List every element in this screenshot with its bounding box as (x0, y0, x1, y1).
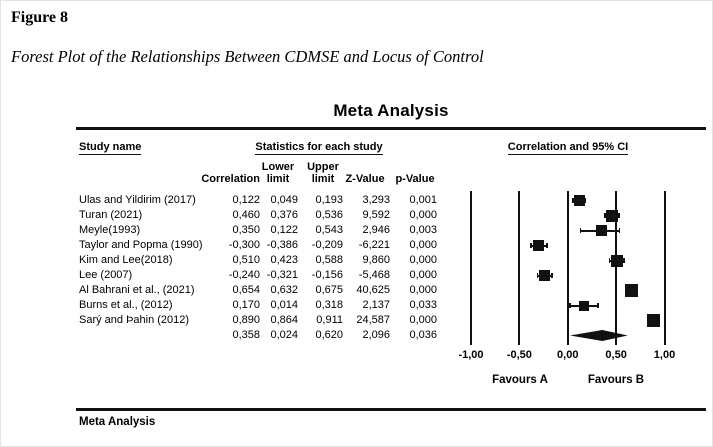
ci-end-tick (551, 273, 553, 278)
p-value: 0,033 (409, 299, 437, 311)
chart-footer: Meta Analysis (79, 416, 156, 428)
study-name: Lee (2007) (79, 269, 133, 281)
study-weight-square (539, 270, 550, 281)
correlation-value: 0,510 (232, 254, 260, 266)
z-value: 3,293 (362, 194, 390, 206)
header-z-value: Z-Value (345, 173, 385, 185)
lower-limit-value: 0,122 (270, 224, 298, 236)
z-value: 2,096 (362, 329, 390, 341)
axis-tick-label: -1,00 (458, 349, 484, 361)
axis-gridline (664, 191, 666, 345)
study-weight-square (606, 210, 618, 222)
ci-end-tick (585, 198, 587, 203)
axis-tick-label: -0,50 (506, 349, 532, 361)
ci-end-tick (537, 273, 539, 278)
ci-end-tick (609, 258, 611, 263)
lower-limit-value: -0,386 (266, 239, 298, 251)
z-value: -6,221 (358, 239, 390, 251)
upper-limit-value: -0,156 (311, 269, 343, 281)
ci-end-tick (623, 258, 625, 263)
header-upper-line2: limit (311, 173, 335, 185)
table-row (1, 313, 713, 328)
axis-tick-label: 0,00 (557, 349, 579, 361)
axis-gridline (518, 191, 520, 345)
top-rule (76, 127, 706, 130)
study-weight-square (533, 240, 544, 251)
header-study-name: Study name (79, 141, 142, 153)
overall-diamond (570, 330, 628, 341)
header-lower-line1: Lower (261, 161, 295, 173)
header-lower-line2: limit (266, 173, 290, 185)
ci-end-tick (580, 228, 582, 233)
study-weight-square (579, 301, 589, 311)
study-name: Al Bahrani et al., (2021) (79, 284, 195, 296)
correlation-value: 0,350 (232, 224, 260, 236)
z-value: 40,625 (356, 284, 390, 296)
table-row (1, 298, 713, 313)
p-value: 0,001 (409, 194, 437, 206)
ci-end-tick (618, 213, 620, 218)
upper-limit-value: 0,543 (315, 224, 343, 236)
p-value: 0,000 (409, 209, 437, 221)
study-name: Turan (2021) (79, 209, 143, 221)
study-weight-square (611, 255, 623, 267)
lower-limit-value: 0,632 (270, 284, 298, 296)
p-value: 0,000 (409, 284, 437, 296)
study-weight-square (625, 284, 638, 297)
z-value: 2,137 (362, 299, 390, 311)
header-statistics: Statistics for each study (255, 141, 383, 153)
study-name: Sarý and Þahin (2012) (79, 314, 190, 326)
study-weight-square (647, 314, 660, 327)
p-value: 0,003 (409, 224, 437, 236)
upper-limit-value: 0,318 (315, 299, 343, 311)
lower-limit-value: 0,864 (270, 314, 298, 326)
favours-b-label: Favours B (587, 374, 645, 386)
table-row (1, 268, 713, 283)
z-value: 9,592 (362, 209, 390, 221)
p-value: 0,000 (409, 314, 437, 326)
lower-limit-value: -0,321 (266, 269, 298, 281)
axis-tick-label: 0,50 (605, 349, 627, 361)
correlation-value: 0,460 (232, 209, 260, 221)
upper-limit-value: 0,588 (315, 254, 343, 266)
header-upper-line1: Upper (307, 161, 339, 173)
correlation-value: 0,122 (232, 194, 260, 206)
table-row (1, 238, 713, 253)
lower-limit-value: 0,024 (270, 329, 298, 341)
ci-end-tick (530, 243, 532, 248)
lower-limit-value: 0,423 (270, 254, 298, 266)
study-weight-square (574, 195, 585, 206)
correlation-value: 0,170 (232, 299, 260, 311)
lower-limit-value: 0,049 (270, 194, 298, 206)
table-row (1, 283, 713, 298)
upper-limit-value: 0,675 (315, 284, 343, 296)
p-value: 0,000 (409, 254, 437, 266)
header-p-value: p-Value (395, 173, 435, 185)
study-weight-square (596, 225, 607, 236)
favours-a-label: Favours A (492, 374, 548, 386)
figure-label: Figure 8 (11, 9, 69, 26)
correlation-value: 0,654 (232, 284, 260, 296)
correlation-value: -0,240 (228, 269, 260, 281)
p-value: 0,000 (409, 239, 437, 251)
axis-tick-label: 1,00 (653, 349, 676, 361)
upper-limit-value: -0,209 (311, 239, 343, 251)
study-name: Burns et al., (2012) (79, 299, 173, 311)
z-value: 24,587 (356, 314, 390, 326)
chart-title: Meta Analysis (333, 101, 449, 120)
lower-limit-value: 0,014 (270, 299, 298, 311)
ci-end-tick (546, 243, 548, 248)
upper-limit-value: 0,536 (315, 209, 343, 221)
ci-end-tick (597, 303, 599, 308)
table-row (1, 193, 713, 208)
p-value: 0,036 (409, 329, 437, 341)
z-value: -5,468 (358, 269, 390, 281)
lower-limit-value: 0,376 (270, 209, 298, 221)
upper-limit-value: 0,193 (315, 194, 343, 206)
correlation-value: 0,358 (232, 329, 260, 341)
header-correlation-col: Correlation (201, 173, 260, 185)
upper-limit-value: 0,911 (316, 314, 343, 326)
header-correlation-ci: Correlation and 95% CI (507, 141, 629, 153)
ci-end-tick (619, 228, 621, 233)
study-name: Meyle(1993) (79, 224, 141, 236)
study-name: Ulas and Yildirim (2017) (79, 194, 196, 206)
correlation-value: 0,890 (232, 314, 260, 326)
study-name: Taylor and Popma (1990) (79, 239, 203, 251)
z-value: 9,860 (362, 254, 390, 266)
table-row (1, 253, 713, 268)
upper-limit-value: 0,620 (315, 329, 343, 341)
z-value: 2,946 (362, 224, 390, 236)
ci-end-tick (569, 303, 571, 308)
axis-gridline (470, 191, 472, 345)
figure-caption: Forest Plot of the Relationships Between CDMSE and Locus of Control (11, 47, 484, 66)
p-value: 0,000 (409, 269, 437, 281)
axis-gridline (567, 191, 569, 345)
correlation-value: -0,300 (228, 239, 260, 251)
bottom-rule (76, 408, 706, 411)
study-name: Kim and Lee(2018) (79, 254, 173, 266)
